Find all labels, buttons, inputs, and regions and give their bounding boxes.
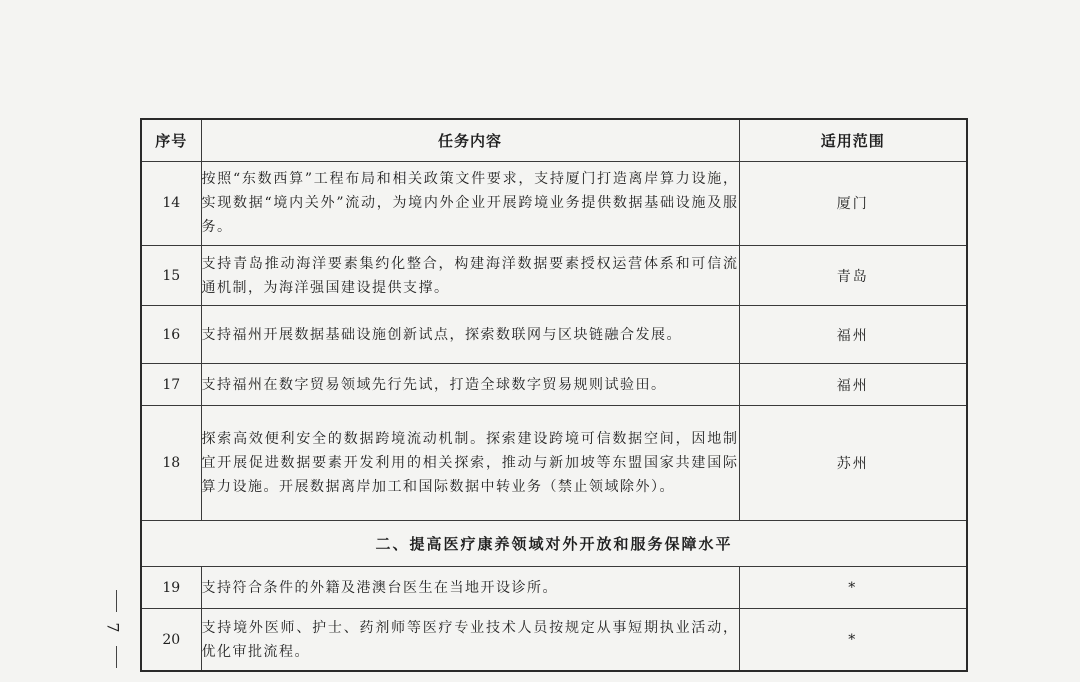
section-title: 二、提高医疗康养领域对外开放和服务保障水平 [141,520,967,566]
task-table [140,118,968,672]
row-scope: * [739,567,967,609]
table-row [141,161,967,245]
row-content: 支持福州在数字贸易领域先行先试，打造全球数字贸易规则试验田。 [201,364,739,406]
row-content: 按照“东数西算”工程布局和相关政策文件要求，支持厦门打造离岸算力设施，实现数据“境内关外”流动，为境内外企业开展跨境业务提供数据基础设施及服务。 [201,161,739,245]
row-content: 探索高效便利安全的数据跨境流动机制。探索建设跨境可信数据空间，因地制宜开展促进数据要素开发利用的相关探索，推动与新加坡等东盟国家共建国际算力设施。开展数据离岸加工和国际数据中转业务（禁止领域除外）。 [201,406,739,520]
page-number-mark [103,590,128,670]
row-scope: 苏州 [739,406,967,520]
row-number: 14 [141,161,201,245]
margin-dash-top [116,590,117,612]
header-index: 序号 [141,119,201,161]
row-content: 支持境外医师、护士、药剂师等医疗专业技术人员按规定从事短期执业活动，优化审批流程。 [201,609,739,671]
page-number: 7 [103,622,123,633]
table-row [141,567,967,609]
row-content: 支持符合条件的外籍及港澳台医生在当地开设诊所。 [201,567,739,609]
table-row [141,609,967,671]
row-scope: 福州 [739,364,967,406]
row-number: 19 [141,567,201,609]
table-row [141,245,967,305]
row-number: 17 [141,364,201,406]
row-scope: * [739,609,967,671]
table-row [141,306,967,364]
table-row [141,364,967,406]
section-row [141,520,967,566]
row-number: 20 [141,609,201,671]
table-row [141,406,967,520]
row-number: 16 [141,306,201,364]
row-number: 18 [141,406,201,520]
margin-dash-bottom [116,646,117,668]
row-scope: 厦门 [739,161,967,245]
header-scope: 适用范围 [739,119,967,161]
header-content: 任务内容 [201,119,739,161]
row-content: 支持福州开展数据基础设施创新试点，探索数联网与区块链融合发展。 [201,306,739,364]
row-number: 15 [141,245,201,305]
row-content: 支持青岛推动海洋要素集约化整合，构建海洋数据要素授权运营体系和可信流通机制，为海洋强国建设提供支撑。 [201,245,739,305]
row-scope: 福州 [739,306,967,364]
table-header-row [141,119,967,161]
row-scope: 青岛 [739,245,967,305]
